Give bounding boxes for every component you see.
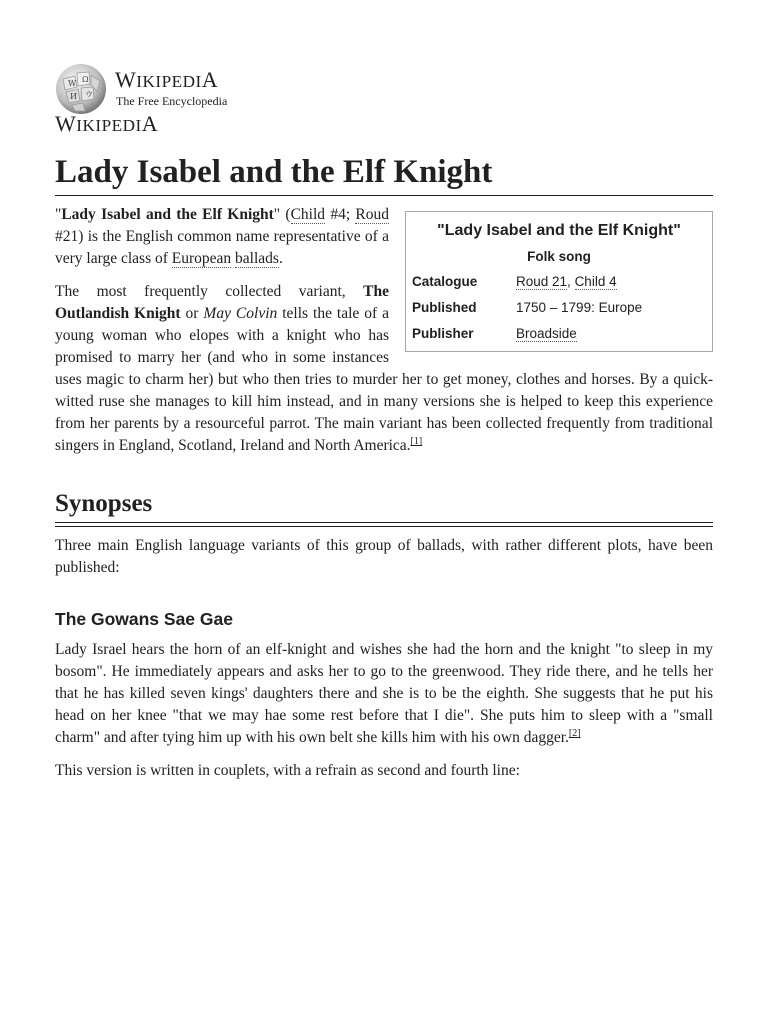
child-link[interactable]: Child — [290, 206, 326, 223]
european-link[interactable]: European — [171, 250, 232, 267]
text: Lady Israel hears the horn of an elf-knight and wishes she had the horn and the knight "to sleep in my bosom". He immediately appears and asks her to go to the greenwood. They ride there, and he tells her that he has killed seven kings' daughters there and she is to be the eighth. She suggests that he put his head on her knee "that we may hae some rest before that I die". She puts him to sleep with a "small charm" and after tying him up with his own belt she kills him with his own dagger. — [55, 641, 713, 746]
section-heading-synopses: Synopses — [55, 489, 713, 523]
roud-link[interactable]: Roud 21 — [516, 274, 568, 289]
infobox-row-published — [412, 297, 706, 319]
wikipedia-logo[interactable] — [55, 63, 255, 113]
svg-text:Ω: Ω — [82, 75, 89, 84]
gowans-paragraph-2: This version is written in couplets, with a refrain as second and fourth line: — [55, 762, 520, 779]
article-body — [55, 204, 713, 793]
text: #21) is the English common name representative of a very large class of — [55, 228, 389, 267]
infobox-title: "Lady Isabel and the Elf Knight" — [437, 222, 681, 239]
separator: , — [567, 274, 575, 289]
italic-variant: May Colvin — [203, 305, 278, 322]
reference-link[interactable]: [2] — [568, 727, 581, 739]
infobox-row-catalogue — [412, 271, 706, 293]
text: " — [55, 206, 62, 223]
infobox-subtitle: Folk song — [527, 249, 591, 264]
bold-variant: The Outlandish Knight — [55, 283, 389, 322]
gowans-paragraph-1 — [55, 639, 713, 749]
text: The most frequently collected variant, — [55, 283, 364, 300]
svg-text:ウ: ウ — [85, 90, 93, 99]
reference-2[interactable] — [569, 728, 581, 739]
text: or — [180, 305, 204, 322]
broadside-link[interactable]: Broadside — [516, 326, 577, 341]
text: #4; — [325, 206, 356, 223]
text: " ( — [273, 206, 291, 223]
puzzle-globe-icon — [55, 63, 107, 115]
infobox-value: 1750 – 1799: Europe — [516, 300, 643, 315]
infobox-label: Published — [412, 300, 477, 315]
text: . — [278, 250, 283, 267]
reference-1[interactable] — [411, 436, 423, 447]
infobox — [405, 211, 713, 352]
svg-text:И: И — [70, 92, 77, 101]
logo-wordmark: WIKIPEDIA — [115, 67, 219, 92]
svg-text:W: W — [68, 79, 77, 88]
infobox-value — [516, 323, 577, 345]
logo-tagline: The Free Encyclopedia — [116, 94, 228, 108]
infobox-value — [516, 271, 617, 293]
infobox-row-publisher — [412, 323, 706, 345]
synopses-intro: Three main English language variants of this group of ballads, with rather different plots, have been published: — [55, 537, 713, 576]
infobox-label: Catalogue — [412, 274, 478, 289]
site-wordmark: WIKIPEDIA — [55, 111, 159, 136]
roud-link[interactable]: Roud — [355, 206, 389, 223]
bold-title: Lady Isabel and the Elf Knight — [61, 206, 274, 223]
subsection-heading-gowans: The Gowans Sae Gae — [55, 609, 233, 629]
reference-link[interactable]: [1] — [410, 435, 423, 447]
text: tells the tale of a young woman who elopes with a knight who has promised to marry her (and who in some instances uses magic to charm her) but who then tries to murder her to get money, clothes and horses. By a quick-witted ruse she manages to kill him instead, and in many versions she is helped to keep this experience from her parents by a resourceful parrot. The main variant has been collected frequently from traditional singers in England, Scotland, Ireland and North America. — [55, 305, 713, 454]
page-title: Lady Isabel and the Elf Knight — [55, 152, 713, 196]
child-link[interactable]: Child 4 — [574, 274, 617, 289]
ballads-link[interactable]: ballads — [235, 250, 279, 267]
infobox-label: Publisher — [412, 326, 474, 341]
